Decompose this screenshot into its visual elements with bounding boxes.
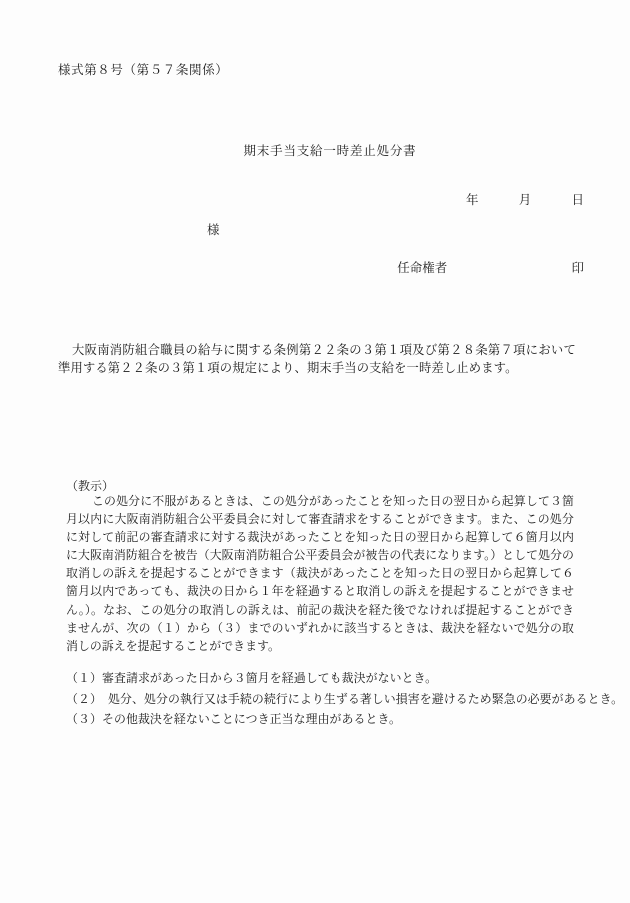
- form-number: 様式第８号（第５７条関係）: [58, 63, 229, 77]
- list-item: （３）その他裁決を経ないことにつき正当な理由があるとき。: [66, 712, 402, 727]
- day-label: 日: [571, 193, 584, 207]
- year-label: 年: [465, 193, 479, 207]
- document-title: 期末手当支給一時差止処分書: [243, 144, 417, 158]
- list-item: （１）審査請求があった日から３箇月を経過しても裁決がないとき。: [66, 671, 438, 685]
- seal-label: 印: [571, 261, 584, 275]
- appointing-authority-label: 任命権者: [397, 261, 448, 275]
- body-paragraph: 大阪南消防組合職員の給与に関する条例第２２条の３第１項及び第２８条第７項において準用する第２２条の３第１項の規定により、期末手当の支給を一時差し止めます。: [58, 343, 576, 376]
- instructions-paragraph: この処分に不服があるときは、この処分があったことを知った日の翌日から起算して３箇月以内に大阪南消防組合公平委員会に対して審査請求をすることができます。また、この処分に対して前記の審査請求に対する裁決があったことを知った日の翌日から起算して６箇月以内に大阪南消防組合を被告（大阪南消防組合公平委員会が被告の代表になります。）として処分の取消しの訴えを提起することができます（裁決があったことを知った日の翌日から起算して６箇月以内であっても、裁決の日から１年を経過すると取消しの訴えを提起することができません。）。なお、この処分の取消しの訴えは、前記の裁決を経た後でなければ提起することができませんが、次の（１）から（３）までのいずれかに該当するときは、裁決を経ないで処分の取消しの訴えを提起することができます。: [66, 494, 574, 653]
- list-item: （２） 処分、処分の執行又は手続の続行により生ずる著しい損害を避けるため緊急の必要があるとき。: [66, 691, 624, 706]
- instructions-heading: （教示）: [66, 479, 115, 493]
- instructions-item-list: [66, 668, 624, 730]
- addressee-honorific: 様: [207, 223, 221, 237]
- date-line: [0, 190, 630, 208]
- signer-block: [0, 258, 630, 276]
- month-label: 月: [518, 193, 532, 207]
